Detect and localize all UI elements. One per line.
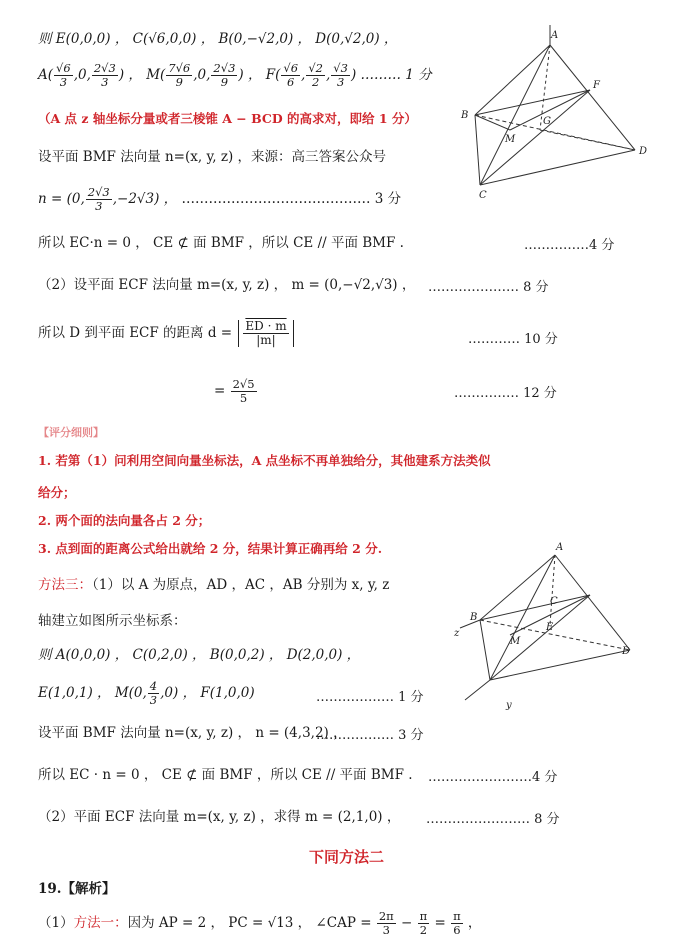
- method3-normal-ecf: （2）平面 ECF 法向量 m=(x, y, z) ，求得 m = (2,1,0) ，: [38, 809, 401, 825]
- method3-normal-bmf: 设平面 BMF 法向量 n=(x, y, z) ， n = (4,3,2) ，: [38, 725, 347, 741]
- tetrahedron-figure-1: [455, 20, 655, 200]
- fig1-label-D: D: [639, 146, 648, 157]
- line-normal-ecf: （2）设平面 ECF 法向量 m=(x, y, z) ， m = (0,−√2,√3) ，: [38, 277, 416, 293]
- fig2-label-C: C: [550, 596, 558, 607]
- score-12: …………… 12 分: [454, 386, 557, 401]
- fig2-label-M: M: [510, 636, 521, 647]
- method3-coords-1: 则 A(0,0,0) ， C(0,2,0) ， B(0,0,2) ， D(2,0,0) ，: [38, 647, 361, 663]
- scoring-note-1: 1. 若第（1）问利用空间向量坐标法，A 点坐标不再单独给分，其他建系方法类似: [38, 453, 491, 468]
- score-4: ……………4 分: [524, 238, 615, 253]
- method3-intro: 方法三：（1）以 A 为原点，AD ，AC ，AB 分别为 x, y, z: [38, 577, 390, 593]
- line-normal-value: n = (0, $\frac{2√3}{3}$ ,−2√3) ， …………………………………… 3 分: [38, 185, 402, 213]
- line-coordinates-2: A( $\frac{√6}{3}$ ,0, $\frac{2√3}{3}$ ) ， M( $\frac{7√6}{9}$ ,0, $\frac{2√3}{9}$ ) ， F( $\frac{√6}{6}$ , $\frac{√2}{2}$ , $\frac{√3}{3}$ ) ……… 1 分: [38, 61, 432, 89]
- scoring-note-2: 2. 两个面的法向量各占 2 分；: [38, 513, 211, 528]
- line-distance-result: = $\frac{2√5}{5}$: [214, 377, 255, 405]
- method3-score-8: …………………… 8 分: [426, 812, 560, 827]
- tetrahedron-figure-2: [450, 540, 670, 715]
- fig1-label-C: C: [479, 190, 487, 200]
- q19-line1: （1）方法一：因为 AP = 2 ， PC = √13 ， ∠CAP = $\frac{2\pi}{3}$ − $\frac{\pi}{2}$ = $\frac{\pi}{6}$ ，: [38, 909, 482, 937]
- fig1-label-M: M: [505, 134, 516, 145]
- fig1-label-G: G: [543, 116, 551, 127]
- fig2-label-D: D: [622, 646, 631, 657]
- method3-score-1: ……………… 1 分: [316, 690, 424, 705]
- fig1-label-B: B: [461, 110, 469, 121]
- scoring-note-1b: 给分；: [38, 485, 76, 500]
- method3-parallel: 所以 EC · n = 0 ， CE ⊄ 面 BMF ，所以 CE // 平面 BMF .: [38, 767, 413, 783]
- fig1-label-F: F: [593, 80, 600, 91]
- fig2-label-z: z: [454, 628, 460, 639]
- fig2-label-y: y: [506, 700, 512, 711]
- method3-score-4: ……………………4 分: [428, 770, 558, 785]
- method3-score-3: ……………… 3 分: [316, 728, 424, 743]
- line-coordinates-1: 则 E(0,0,0) ， C(√6,0,0) ， B(0,−√2,0) ， D(0,√2,0) ，: [38, 31, 398, 47]
- same-as-method2: 下同方法二: [308, 848, 384, 866]
- score-10: ………… 10 分: [468, 332, 558, 347]
- method3-coords-2: E(1,0,1) ， M(0, $\frac{4}{3}$ ,0) ， F(1,0,0): [38, 679, 255, 707]
- score-8: ………………… 8 分: [428, 280, 549, 295]
- q19-heading: 19.【解析】: [38, 881, 116, 897]
- scoring-head: 【评分细则】: [38, 426, 104, 439]
- line-parallel-proof: 所以 EC·n = 0 ， CE ⊄ 面 BMF ，所以 CE // 平面 BMF .: [38, 235, 404, 251]
- line-normal-bmf: 设平面 BMF 法向量 n=(x, y, z) ，来源：高三答案公众号: [38, 149, 387, 165]
- scoring-note-a: （A 点 z 轴坐标分量或者三棱锥 A − BCD 的高求对，即给 1 分）: [38, 111, 417, 126]
- fig1-label-A: A: [551, 30, 559, 41]
- line-distance: 所以 D 到平面 ECF 的距离 d = $\frac{ED \cdot m}{|m|}$: [38, 320, 294, 347]
- fig2-label-B: B: [470, 612, 478, 623]
- fig2-label-E: E: [546, 622, 554, 633]
- fig2-label-A: A: [556, 542, 564, 553]
- scoring-note-3: 3. 点到面的距离公式给出就给 2 分，结果计算正确再给 2 分.: [38, 541, 383, 556]
- method3-axes: 轴建立如图所示坐标系：: [38, 613, 187, 629]
